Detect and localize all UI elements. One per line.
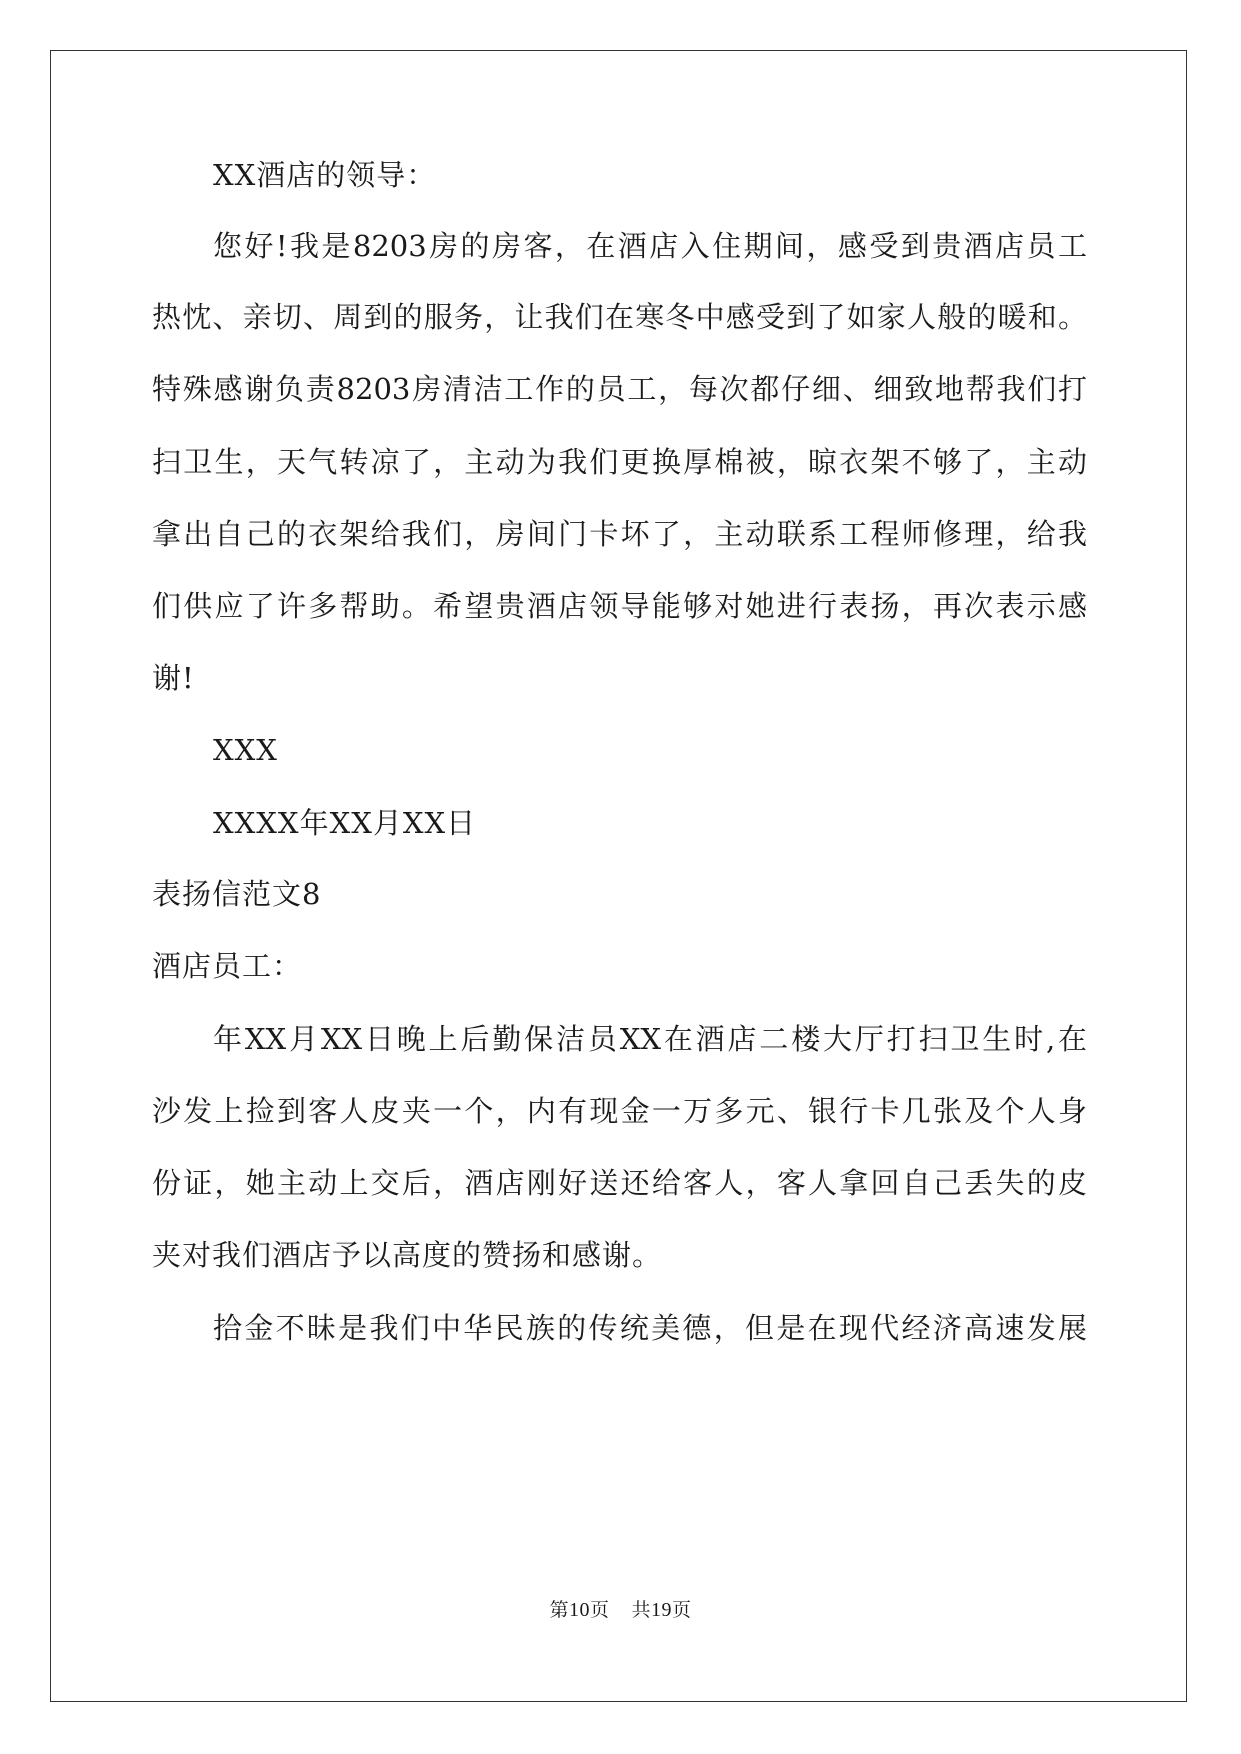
page-footer [0, 1597, 1241, 1623]
paragraph-line: 拾金不昧是我们中华民族的传统美德，但是在现代经济高速发展 [213, 1311, 1087, 1345]
paragraph-line: 拿出自己的衣架给我们，房间门卡坏了，主动联系工程师修理，给我 [152, 517, 1087, 551]
paragraph-line: 谢! [152, 661, 195, 695]
page-prefix: 第 [549, 1599, 569, 1621]
paragraph-line: 特殊感谢负责8203房清洁工作的员工，每次都仔细、细致地帮我们打 [152, 372, 1087, 406]
page-number: 10 [568, 1599, 590, 1621]
date-line: XXXX年XX月XX日 [213, 806, 477, 840]
paragraph-line: 您好!我是8203房的房客，在酒店入住期间，感受到贵酒店员工 [213, 229, 1087, 263]
paragraph-line: 们供应了许多帮助。希望贵酒店领导能够对她进行表扬，再次表示感 [152, 589, 1087, 623]
paragraph-line: 份证，她主动上交后，酒店刚好送还给客人，客人拿回自己丢失的皮 [152, 1166, 1087, 1200]
total-suffix: 页 [672, 1599, 692, 1621]
paragraph-line: 扫卫生，天气转凉了，主动为我们更换厚棉被，晾衣架不够了，主动 [152, 445, 1087, 479]
total-pages: 19 [651, 1599, 673, 1621]
total-prefix: 共 [631, 1599, 652, 1621]
section-title: 表扬信范文8 [152, 877, 322, 911]
signature: XXX [213, 733, 278, 767]
page-suffix: 页 [589, 1599, 610, 1621]
paragraph-line: 年XX月XX日晚上后勤保洁员XX在酒店二楼大厅打扫卫生时,在 [213, 1022, 1087, 1056]
salutation: XX酒店的领导： [213, 158, 437, 192]
paragraph-line: 沙发上捡到客人皮夹一个，内有现金一万多元、银行卡几张及个人身 [152, 1094, 1087, 1128]
paragraph-line: 夹对我们酒店予以高度的赞扬和感谢。 [152, 1238, 663, 1272]
paragraph-line: 热忱、亲切、周到的服务，让我们在寒冬中感受到了如家人般的暖和。 [152, 300, 1087, 334]
salutation: 酒店员工： [152, 949, 303, 983]
